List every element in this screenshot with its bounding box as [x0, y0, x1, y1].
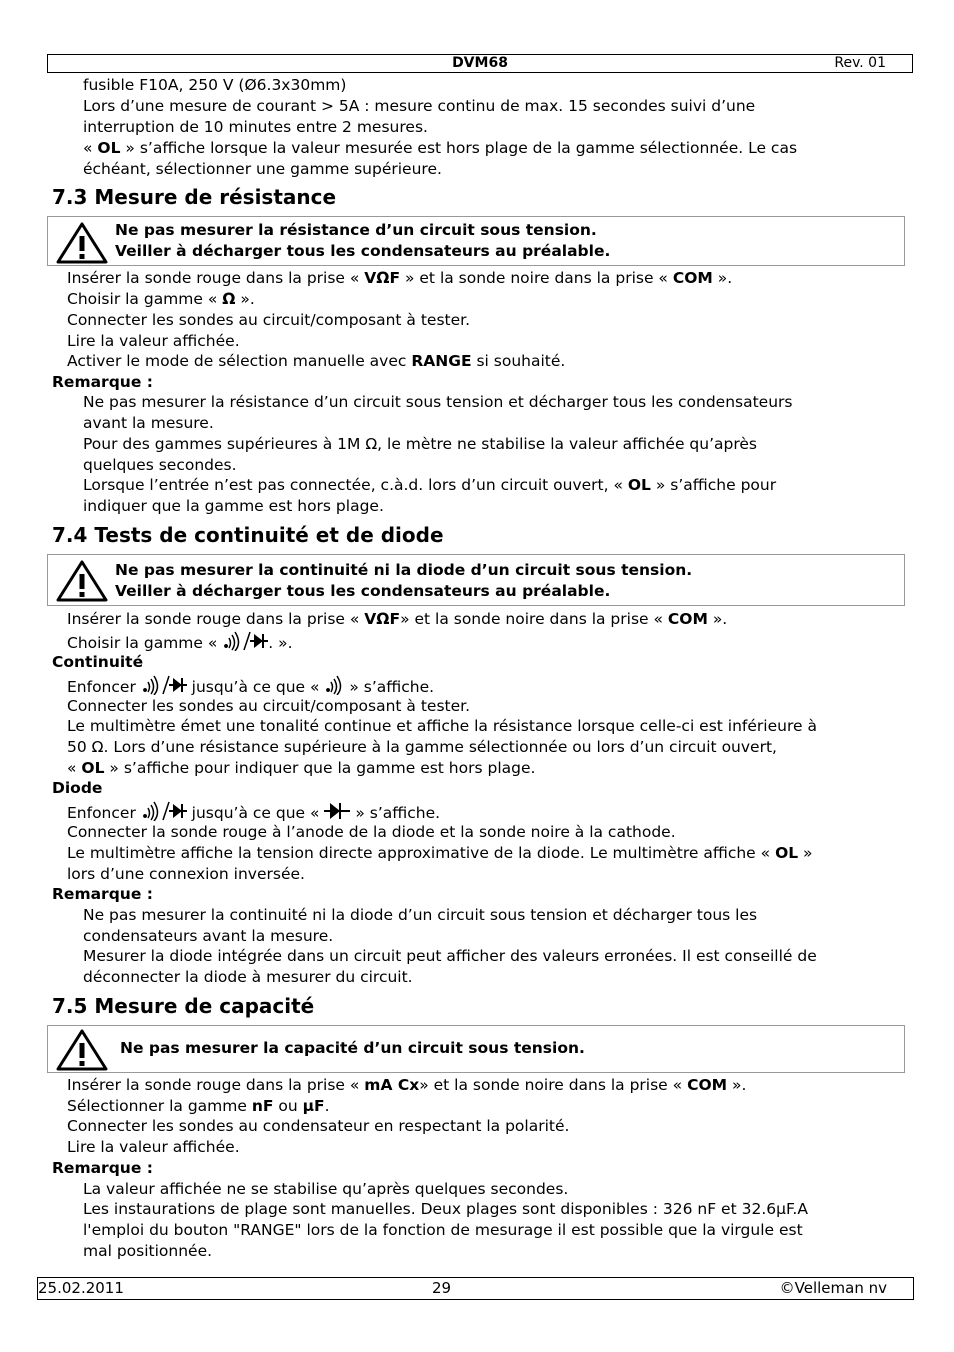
remark-line: Pour des gammes supérieures à 1M Ω, le mètre ne stabilise la valeur affichée qu’après [83, 435, 758, 453]
remark-line: indiquer que la gamme est hors plage. [83, 497, 384, 515]
step-insert-probes: Insérer la sonde rouge dans la prise « mA Cx» et la sonde noire dans la prise « COM ». [67, 1076, 747, 1094]
diode-desc-line2: lors d’une connexion inversée. [67, 865, 305, 883]
step-press-diode: Enfoncer jusqu’à ce que « » s’affiche. [67, 801, 440, 824]
warning-line1: Ne pas mesurer la résistance d’un circuit sous tension. [115, 221, 597, 239]
ol-note-line1: « OL » s’affiche lorsque la valeur mesurée est hors plage de la gamme sélectionnée. Le cas [83, 139, 798, 157]
warning-line2: Veiller à décharger tous les condensateurs au préalable. [115, 582, 611, 600]
footer-date: 25.02.2011 [38, 1279, 124, 1297]
fuse-spec: fusible F10A, 250 V (Ø6.3x30mm) [83, 76, 347, 94]
remark-heading: Remarque : [52, 373, 153, 391]
remark-line: condensateurs avant la mesure. [83, 927, 334, 945]
continuity-diode-icon [222, 631, 268, 651]
section-title-7-5: 7.5 Mesure de capacité [52, 994, 315, 1018]
step-insert-probes: Insérer la sonde rouge dans la prise « VΩF » et la sonde noire dans la prise « COM ». [67, 269, 733, 287]
diode-connect: Connecter la sonde rouge à l’anode de la diode et la sonde noire à la cathode. [67, 823, 676, 841]
continuity-desc-line2: 50 Ω. Lors d’une résistance supérieure à la gamme sélectionnée ou lors d’un circuit ouvert, [67, 738, 777, 756]
continuity-icon [324, 675, 344, 695]
step-choose-range: Choisir la gamme « . ». [67, 631, 293, 654]
warning-line1: Ne pas mesurer la continuité ni la diode d’un circuit sous tension. [115, 561, 693, 579]
diode-heading: Diode [52, 779, 103, 797]
remark-line: avant la mesure. [83, 414, 214, 432]
remark-line: mal positionnée. [83, 1242, 213, 1260]
ol-note-line2: échéant, sélectionner une gamme supérieure. [83, 160, 442, 178]
step-range-mode: Activer le mode de sélection manuelle avec RANGE si souhaité. [67, 352, 566, 370]
step-insert-probes: Insérer la sonde rouge dans la prise « VΩF» et la sonde noire dans la prise « COM ». [67, 610, 728, 628]
continuity-desc-line3: « OL » s’affiche pour indiquer que la gamme est hors plage. [67, 759, 536, 777]
remark-line: déconnecter la diode à mesurer du circuit. [83, 968, 413, 986]
warning-line2: Veiller à décharger tous les condensateurs au préalable. [115, 242, 611, 260]
warning-box-7-5 [47, 1025, 905, 1073]
remark-heading: Remarque : [52, 885, 153, 903]
step-choose-range: Choisir la gamme « Ω ». [67, 290, 255, 308]
step-connect: Connecter les sondes au circuit/composant à tester. [67, 311, 471, 329]
warning-box-7-4 [47, 554, 905, 606]
remark-line: La valeur affichée ne se stabilise qu’après quelques secondes. [83, 1180, 569, 1198]
remark-line: quelques secondes. [83, 456, 237, 474]
current-note-line2: interruption de 10 minutes entre 2 mesures. [83, 118, 428, 136]
page-header [47, 54, 913, 73]
warning-box-7-3 [47, 216, 905, 266]
footer-copyright: ©Velleman nv [779, 1279, 887, 1297]
diode-icon [324, 801, 350, 821]
step-press-continuity: Enfoncer jusqu’à ce que « » s’affiche. [67, 675, 434, 698]
remark-line: Les instaurations de plage sont manuelles. Deux plages sont disponibles : 326 nF et 32.6µF.A [83, 1200, 808, 1218]
page-number: 29 [432, 1279, 452, 1297]
remark-line: l'emploi du bouton "RANGE" lors de la fonction de mesurage il est possible que la virgule est [83, 1221, 803, 1239]
warning-line1: Ne pas mesurer la capacité d’un circuit sous tension. [120, 1039, 585, 1057]
step-select-range: Sélectionner la gamme nF ou µF. [67, 1097, 330, 1115]
section-title-7-3: 7.3 Mesure de résistance [52, 185, 337, 209]
diode-desc-line1: Le multimètre affiche la tension directe approximative de la diode. Le multimètre affiche « OL » [67, 844, 813, 862]
current-note-line1: Lors d’une mesure de courant > 5A : mesure continu de max. 15 secondes suivi d’une [83, 97, 756, 115]
step-read: Lire la valeur affichée. [67, 332, 240, 350]
step-read: Lire la valeur affichée. [67, 1138, 240, 1156]
step-connect: Connecter les sondes au condensateur en respectant la polarité. [67, 1117, 570, 1135]
continuity-diode-icon [141, 675, 187, 695]
remark-heading: Remarque : [52, 1159, 153, 1177]
remark-line: Ne pas mesurer la résistance d’un circuit sous tension et décharger tous les condensateurs [83, 393, 793, 411]
warning-icon [56, 1029, 108, 1071]
header-title: DVM68 [452, 55, 508, 71]
continuity-desc-line1: Le multimètre émet une tonalité continue et affiche la résistance lorsque celle-ci est inférieure à [67, 717, 817, 735]
remark-line: Ne pas mesurer la continuité ni la diode d’un circuit sous tension et décharger tous les [83, 906, 758, 924]
page-footer [37, 1277, 914, 1300]
warning-icon [56, 560, 108, 602]
continuity-diode-icon [141, 801, 187, 821]
step-connect: Connecter les sondes au circuit/composant à tester. [67, 697, 471, 715]
section-title-7-4: 7.4 Tests de continuité et de diode [52, 523, 444, 547]
remark-line: Lorsque l’entrée n’est pas connectée, c.à.d. lors d’un circuit ouvert, « OL » s’affiche pour [83, 476, 777, 494]
warning-icon [56, 222, 108, 264]
remark-line: Mesurer la diode intégrée dans un circuit peut afficher des valeurs erronées. Il est conseillé de [83, 947, 817, 965]
header-revision: Rev. 01 [834, 55, 886, 71]
continuity-heading: Continuité [52, 653, 144, 671]
